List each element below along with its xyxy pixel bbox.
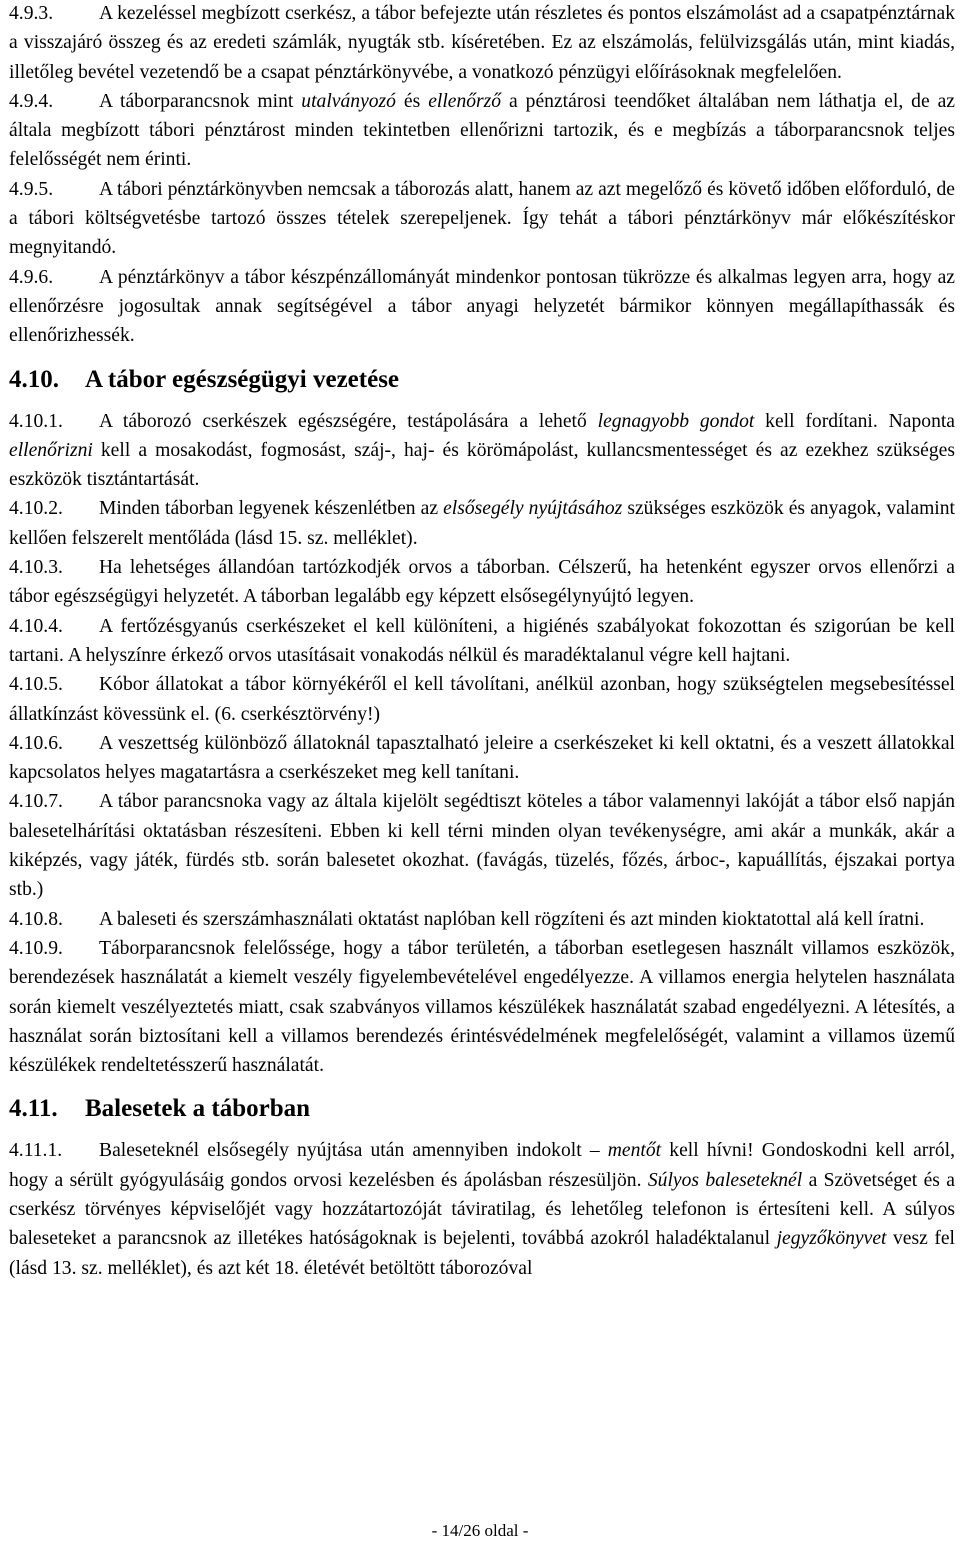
paragraph-text: A baleseti és szerszámhasználati oktatást naplóban kell rögzíteni és azt minden kioktatottal alá kell íratni.: [99, 908, 925, 930]
paragraph-text: Minden táborban legyenek készenlétben az: [99, 498, 444, 520]
paragraph-text: A táborozó cserkészek egészségére, testápolására a lehető: [99, 410, 598, 432]
document-page: [9, 0, 955, 1283]
heading-number: 4.10.: [9, 365, 59, 393]
emphasis-text: utalványozó: [301, 90, 396, 112]
paragraph-4-9-6: [9, 263, 955, 351]
paragraph-number: 4.10.9.: [9, 937, 63, 959]
paragraph-text: kell fordítani. Naponta: [754, 410, 955, 432]
page-footer: - 14/26 oldal -: [431, 1521, 529, 1540]
paragraph-text: szükséges eszközök és anyagok, valamint kellően felszerelt mentőláda (lásd 15. sz. melléklet).: [9, 498, 955, 549]
paragraph-4-10-2: [9, 494, 955, 553]
paragraph-number: 4.10.7.: [9, 791, 63, 813]
paragraph-4-11-1: [9, 1136, 955, 1282]
paragraph-text: A pénztárkönyv a tábor készpénzállományát mindenkor pontosan tükrözze és alkalmas legyen arra, hogy az ellenőrzésre jogosultak annak segítségével a tábor anyagi helyzetét bármikor könnyen megállapíthassák és ellenőrizhessék.: [9, 266, 955, 347]
paragraph-number: 4.9.5.: [9, 178, 54, 200]
paragraph-text: vesz fel (lásd 13. sz. melléklet), és azt két 18. életévét betöltött táborozóval: [9, 1228, 955, 1279]
paragraph-number: 4.10.6.: [9, 732, 63, 754]
paragraph-text: Baleseteknél elsősegély nyújtása után amennyiben indokolt –: [99, 1140, 608, 1162]
paragraph-text: A fertőzésgyanús cserkészeket el kell különíteni, a higiénés szabályokat fokozottan és szigorúan be kell tartani. A helyszínre érkező orvos utasításait vonakodás nélkül és maradéktalanul végre kell hajtani.: [9, 615, 955, 666]
section-heading-4-10: [9, 365, 955, 395]
paragraph-number: 4.9.4.: [9, 90, 54, 112]
paragraph-4-10-3: [9, 553, 955, 612]
paragraph-text: Kóbor állatokat a tábor környékéről el kell távolítani, anélkül azonban, hogy szükségtelen megsebesítéssel állatkínzást kövessünk el. (6. cserkésztörvény!): [9, 674, 955, 725]
paragraph-number: 4.9.3.: [9, 3, 54, 24]
emphasis-text: mentőt: [607, 1140, 662, 1162]
paragraph-text: Ha lehetséges állandóan tartózkodjék orvos a táborban. Célszerű, ha hetenként egyszer orvos ellenőrzi a tábor egészségügyi helyzetét. A táborban legalább egy képzett elsősegélynyújtó legyen.: [9, 557, 955, 608]
paragraph-text: A veszettség különböző állatoknál tapasztalható jeleire a cserkészeket ki kell oktatni, és a veszett állatokkal kapcsolatos helyes magatartásra a cserkészeket meg kell tanítani.: [9, 732, 955, 784]
emphasis-text: legnagyobb gondot: [597, 410, 755, 432]
emphasis-text: jegyzőkönyvet: [776, 1228, 887, 1250]
paragraph-4-10-5: [9, 670, 955, 729]
paragraph-number: 4.10.8.: [9, 908, 63, 930]
paragraph-4-10-7: [9, 787, 955, 904]
paragraph-text: kell hívni! Gondoskodni kell arról, hogy a sérült gyógyulásáig gondos orvosi kezelésben és ápolásban részesüljön.: [9, 1140, 955, 1191]
paragraph-4-9-4: [9, 87, 955, 175]
emphasis-text: ellenőrző: [428, 90, 502, 112]
paragraph-text: A tábori pénztárkönyvben nemcsak a táborozás alatt, hanem az azt megelőző és követő időben előforduló, de a tábori költségvetésbe tartozó összes tételek szerepeljenek. Így tehát a tábori pénztárkönyv már előkészítéskor megnyitandó.: [9, 178, 955, 259]
paragraph-4-10-1: [9, 407, 955, 495]
paragraph-number: 4.10.5.: [9, 674, 63, 696]
paragraph-number: 4.11.1.: [9, 1140, 63, 1162]
paragraph-4-10-9: [9, 934, 955, 1080]
paragraph-text: A táborparancsnok mint: [99, 90, 302, 112]
paragraph-text: a Szövetséget és a cserkész törvényes képviselőjét vagy hozzátartozóját táviratilag, és lehetőleg telefonon is értesíteni kell. A súlyos baleseteket a parancsnok az illetékes hatóságoknak is bejelenti, továbbá azokról haladéktalanul: [9, 1169, 955, 1250]
paragraph-number: 4.10.2.: [9, 498, 63, 520]
paragraph-4-9-5: [9, 175, 955, 263]
paragraph-text: A tábor parancsnoka vagy az általa kijelölt segédtiszt köteles a tábor valamennyi lakóját a tábor első napján balesetelhárítási oktatásban részesíteni. Ebben ki kell térni minden olyan tevékenységre, ami akár a munkák, akár a kiképzés, vagy játék, fürdés stb. során balesetet okozhat. (favágás, tüzelés, főzés, árboc-, kapuállítás, éjszakai portya stb.): [9, 791, 955, 901]
emphasis-text: ellenőrizni: [9, 439, 93, 461]
section-heading-4-11: [9, 1094, 955, 1124]
paragraph-4-10-8: [9, 905, 955, 934]
emphasis-text: elsősegély nyújtásához: [443, 498, 623, 520]
emphasis-text: Súlyos baleseteknél: [647, 1169, 803, 1191]
paragraph-text: a pénztárosi teendőket általában nem láthatja el, de az általa megbízott tábori pénztárost minden tekintetben ellenőrizni tartozik, és e megbízás a táborparancsnok teljes felelősségét nem érinti.: [9, 90, 955, 171]
paragraph-text: Táborparancsnok felelőssége, hogy a tábor területén, a táborban esetlegesen használt villamos eszközök, berendezések használatát a kiemelt veszély figyelembevételével engedélyezze. A villamos energia helytelen használata során kiemelt veszélyeztetés miatt, csak szabványos villamos készülékek használatát szabad engedélyezni. A létesítés, a használat során biztosítani kell a villamos berendezés érintésvédelmének megfelelőségét, valamint a villamos üzemű készülékek rendeltetésszerű használatát.: [9, 937, 955, 1077]
paragraph-text: és: [395, 90, 429, 112]
paragraph-4-9-3: [9, 0, 955, 87]
paragraph-4-10-6: [9, 729, 955, 788]
paragraph-number: 4.10.1.: [9, 410, 63, 432]
paragraph-4-10-4: [9, 612, 955, 671]
heading-number: 4.11.: [9, 1095, 58, 1123]
paragraph-text: kell a mosakodást, fogmosást, száj-, haj- és körömápolást, kullancsmentességet és az ezekhez szükséges eszközök tisztántartását.: [9, 439, 955, 491]
paragraph-number: 4.9.6.: [9, 266, 54, 288]
heading-title: A tábor egészségügyi vezetése: [85, 365, 400, 393]
paragraph-text: A kezeléssel megbízott cserkész, a tábor befejezte után részletes és pontos elszámolást ad a csapatpénztárnak a visszajáró összeg és az eredeti számlák, nyugták stb. kíséretében. Ez az elszámolás, felülvizsgálás után, mint kiadás, illetőleg bevétel vezetendő be a csapat pénztárkönyvébe, a vonatkozó pénzügyi előírásoknak megfelelően.: [9, 3, 955, 83]
heading-title: Balesetek a táborban: [85, 1095, 310, 1123]
paragraph-number: 4.10.3.: [9, 557, 63, 579]
paragraph-number: 4.10.4.: [9, 615, 63, 637]
